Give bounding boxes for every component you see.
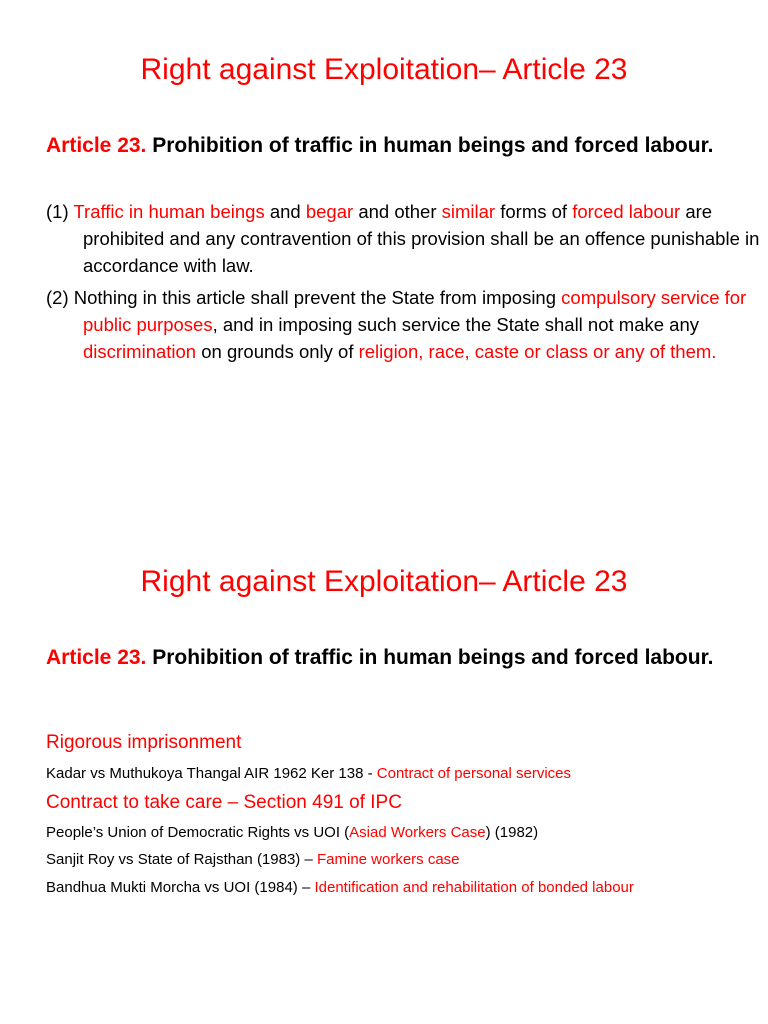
case-sanjit-roy (46, 848, 743, 871)
clause-1-text: and other (353, 201, 442, 222)
clause-1-forced-labour: forced labour (572, 201, 681, 222)
clause-1-traffic: Traffic in human beings (73, 201, 265, 222)
clause-1-begar: begar (305, 201, 354, 222)
clause-2-compulsory-service: compulsory service for public purposes (83, 287, 747, 335)
clause-2-text: (2) Nothing in this article shall prevent the State from imposing (46, 287, 562, 308)
slide-1-heading (46, 131, 768, 161)
slide-1-title: Right against Exploitation– Article 23 (140, 53, 628, 86)
case-kadar (46, 762, 743, 785)
case-name: Sanjit Roy vs State of Rajsthan (1983) – (46, 851, 317, 868)
clause-2-text: on grounds only of (196, 341, 359, 362)
case-note: Contract of personal services (376, 765, 572, 782)
slide-2-heading (46, 643, 768, 673)
clause-1-text: and (264, 201, 306, 222)
case-pudr (46, 821, 743, 844)
clause-1-number: (1) (46, 201, 74, 222)
contract-to-take-care-heading: Contract to take care – Section 491 of IPC (46, 792, 402, 813)
article-heading-text: Prohibition of traffic in human beings and forced labour. (146, 134, 714, 157)
case-bandhua-mukti-morcha (46, 876, 743, 899)
article-heading-text: Prohibition of traffic in human beings and forced labour. (146, 646, 714, 669)
case-year: ) (1982) (485, 824, 539, 841)
article-label: Article 23. (46, 646, 147, 669)
slide-2-title: Right against Exploitation– Article 23 (140, 565, 628, 598)
case-name: Kadar vs Muthukoya Thangal AIR 1962 Ker 138 - (46, 765, 377, 782)
clause-1 (46, 198, 768, 279)
case-note: Asiad Workers Case (349, 824, 486, 841)
slide-2 (0, 512, 768, 1024)
case-name: Bandhua Mukti Morcha vs UOI (1984) – (46, 879, 315, 896)
clause-2 (46, 284, 768, 365)
clause-2-discrimination: discrimination (83, 341, 197, 362)
clause-1-text: forms of (495, 201, 573, 222)
clause-2-text: , and in imposing such service the State shall not make any (212, 314, 699, 335)
clause-2-grounds: religion, race, caste or class or any of them. (358, 341, 717, 362)
article-label: Article 23. (46, 134, 147, 157)
case-name: People’s Union of Democratic Rights vs UOI ( (46, 824, 350, 841)
clause-1-text: are prohibited and any contravention of this provision shall be an offence punishable in accordance with law. (83, 201, 760, 276)
rigorous-imprisonment-heading: Rigorous imprisonment (46, 732, 242, 753)
case-note: Identification and rehabilitation of bonded labour (314, 879, 634, 896)
case-note: Famine workers case (316, 851, 460, 868)
clause-1-similar: similar (441, 201, 496, 222)
